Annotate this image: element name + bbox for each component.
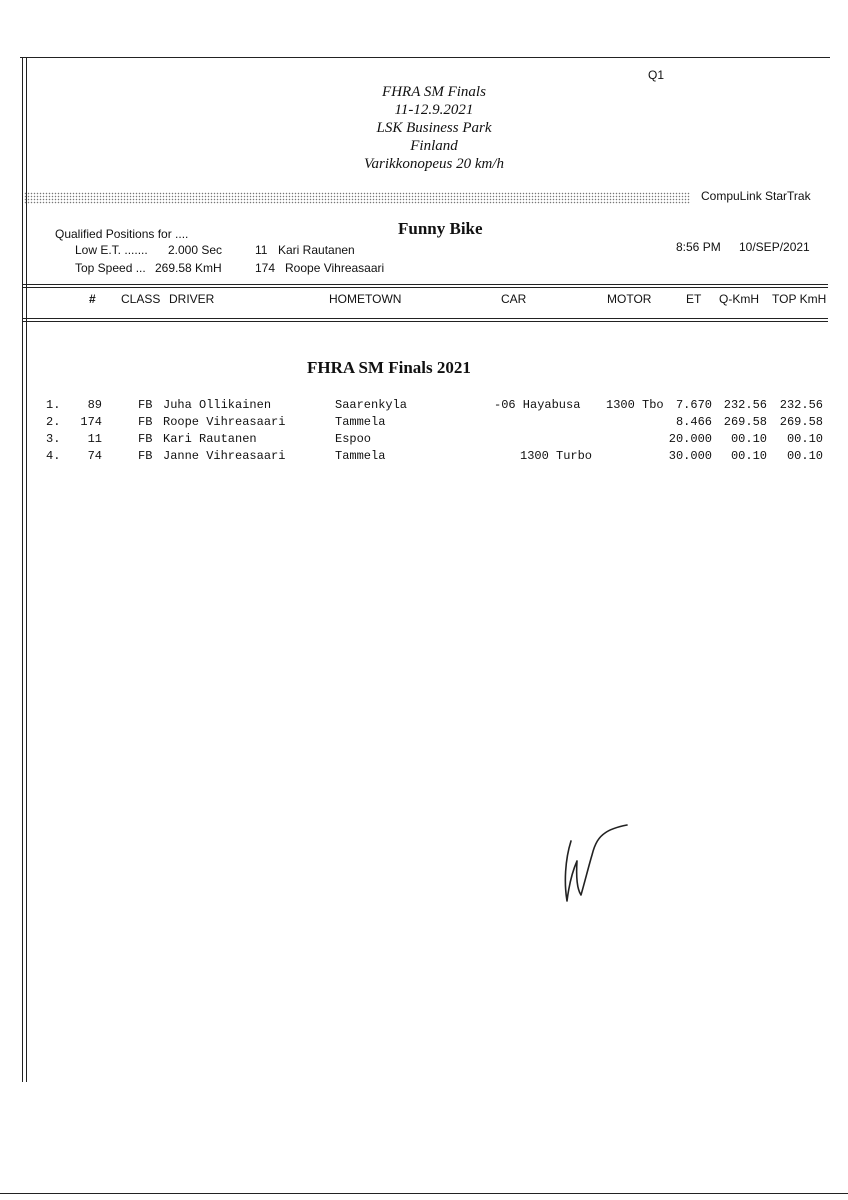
event-country: Finland — [410, 138, 458, 154]
col-qkmh: Q-KmH — [719, 292, 759, 306]
header-rule-top-2 — [22, 287, 828, 288]
row-number: 174 — [80, 415, 102, 429]
col-motor: MOTOR — [607, 292, 652, 306]
row-qkmh: 269.58 — [723, 415, 767, 429]
signature — [555, 815, 645, 910]
top-speed-label: Top Speed ... — [75, 261, 146, 275]
dotted-separator — [24, 192, 690, 204]
row-hometown: Tammela — [335, 415, 386, 429]
row-top-kmh: 00.10 — [786, 432, 823, 446]
timestamp-time: 8:56 PM — [676, 240, 721, 254]
page-code: Q1 — [648, 68, 665, 82]
left-border-inner — [26, 57, 27, 1082]
row-driver: Juha Ollikainen — [163, 398, 272, 412]
low-et-number: 11 — [255, 243, 268, 257]
row-hometown: Espoo — [335, 432, 372, 446]
row-number: 11 — [87, 432, 102, 446]
row-qkmh: 00.10 — [730, 449, 767, 463]
row-et: 30.000 — [668, 449, 712, 463]
row-top-kmh: 00.10 — [786, 449, 823, 463]
col-car: CAR — [501, 292, 527, 306]
low-et-label: Low E.T. ....... — [75, 243, 148, 257]
row-et: 20.000 — [668, 432, 712, 446]
timestamp-date: 10/SEP/2021 — [739, 240, 810, 254]
row-hometown: Saarenkyla — [335, 398, 408, 412]
row-qkmh: 00.10 — [730, 432, 767, 446]
top-speed-number: 174 — [255, 261, 276, 275]
row-car: 1300 Turbo — [520, 449, 593, 463]
row-qkmh: 232.56 — [723, 398, 767, 412]
row-position: 3. — [46, 432, 61, 446]
event-title: FHRA SM Finals — [382, 84, 486, 100]
row-top-kmh: 269.58 — [779, 415, 823, 429]
qualified-label: Qualified Positions for .... — [55, 227, 189, 241]
row-hometown: Tammela — [335, 449, 386, 463]
row-number: 89 — [87, 398, 102, 412]
row-et: 8.466 — [675, 415, 712, 429]
row-et: 7.670 — [675, 398, 712, 412]
bottom-border — [0, 1193, 848, 1194]
row-class: FB — [138, 432, 153, 446]
row-motor: 1300 Tbo — [606, 398, 664, 412]
low-et-driver: Kari Rautanen — [278, 243, 355, 257]
section-title: FHRA SM Finals 2021 — [307, 358, 471, 377]
row-car: -06 Hayabusa — [494, 398, 581, 412]
col-driver: DRIVER — [169, 292, 215, 306]
row-number: 74 — [87, 449, 102, 463]
top-speed-driver: Roope Vihreasaari — [285, 261, 385, 275]
event-dates: 11-12.9.2021 — [394, 102, 474, 118]
row-driver: Roope Vihreasaari — [163, 415, 286, 429]
top-border — [20, 57, 830, 58]
col-class: CLASS — [121, 292, 161, 306]
col-hometown: HOMETOWN — [329, 292, 402, 306]
system-brand: CompuLink StarTrak — [701, 189, 811, 203]
top-speed-value: 269.58 KmH — [155, 261, 222, 275]
row-position: 2. — [46, 415, 61, 429]
row-class: FB — [138, 398, 153, 412]
row-driver: Kari Rautanen — [163, 432, 257, 446]
class-title: Funny Bike — [398, 219, 483, 238]
row-position: 4. — [46, 449, 61, 463]
event-venue: LSK Business Park — [376, 120, 492, 136]
row-top-kmh: 232.56 — [779, 398, 823, 412]
row-driver: Janne Vihreasaari — [163, 449, 286, 463]
row-class: FB — [138, 449, 153, 463]
header-rule-bottom-2 — [22, 321, 828, 322]
left-border — [22, 57, 23, 1082]
row-position: 1. — [46, 398, 61, 412]
col-top-kmh: TOP KmH — [772, 292, 827, 306]
event-speed-note: Varikkonopeus 20 km/h — [364, 156, 504, 172]
col-et: ET — [686, 292, 702, 306]
header-rule-bottom — [22, 318, 828, 319]
low-et-value: 2.000 Sec — [168, 243, 223, 257]
row-class: FB — [138, 415, 153, 429]
header-rule-top — [22, 284, 828, 285]
col-num: # — [89, 292, 96, 306]
